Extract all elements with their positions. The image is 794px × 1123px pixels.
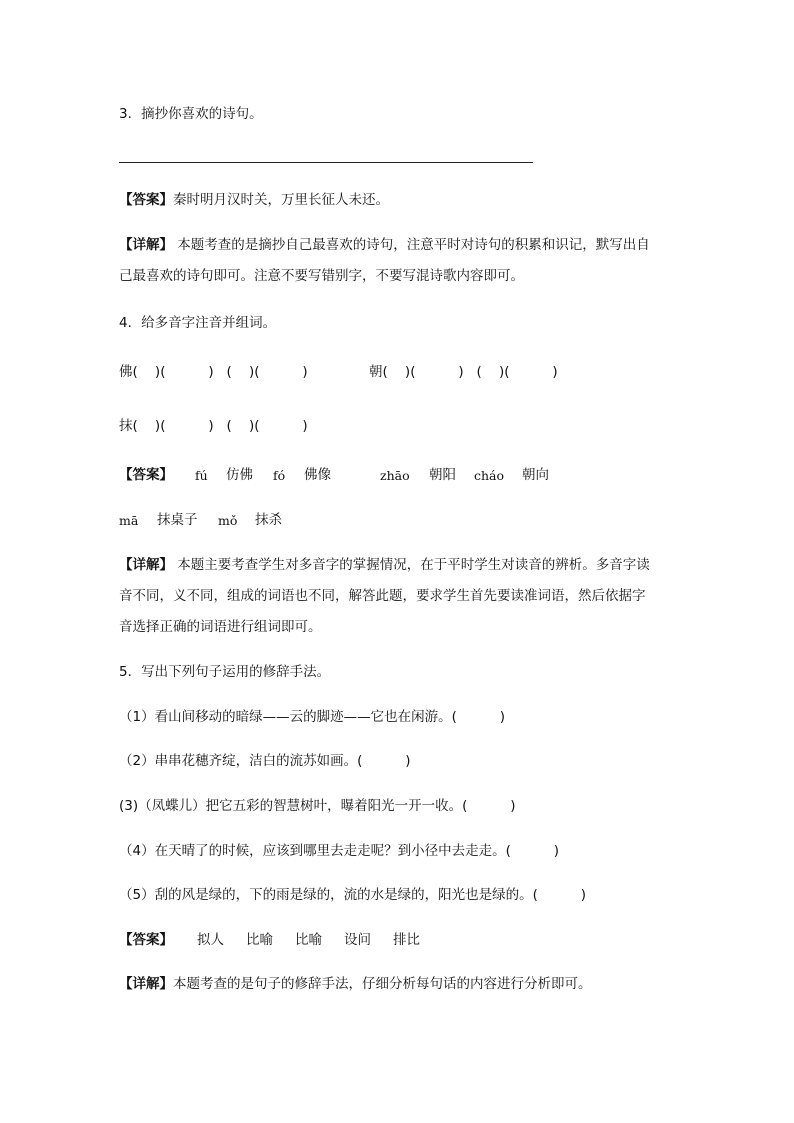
detail-tag: 【详解】: [119, 557, 173, 573]
q4-detail-line-2: 音不同，义不同，组成的词语也不同，解答此题，要求学生首先要读准词语，然后依据字: [119, 588, 646, 604]
q4-word-1: 仿佛: [226, 467, 253, 483]
q3-answer: [119, 190, 389, 210]
detail-tag: 【详解】: [119, 976, 173, 992]
q5-item-2: （2）串串花穗齐绽，洁白的流苏如画。( ): [119, 753, 411, 769]
q4-answer-line-1: [119, 465, 173, 485]
q4-detail-line-3: 音选择正确的词语进行组词即可。: [119, 619, 322, 635]
q4-pinyin-6: mǒ: [218, 513, 238, 528]
detail-tag: 【详解】: [119, 237, 173, 253]
q5-answer-5: 排比: [393, 932, 420, 948]
question-4: 4．给多音字注音并组词。: [119, 315, 277, 331]
q4-row-2: 抹( )( ) ( )( ): [119, 418, 308, 434]
q5-detail: [119, 974, 592, 994]
q4-word-4: 朝向: [522, 467, 549, 483]
question-3: 3．摘抄你喜欢的诗句。: [119, 106, 263, 122]
q3-answer-text: 秦时明月汉时关，万里长征人未还。: [173, 192, 389, 208]
q5-answer-4: 设问: [344, 932, 371, 948]
q4-pinyin-2: fó: [273, 468, 286, 483]
q4-row-1-right: 朝( )( ) ( )( ): [369, 364, 558, 380]
q4-word-5: 抹桌子: [157, 512, 198, 528]
q4-pinyin-1: fú: [195, 468, 208, 483]
question-5: 5．写出下列句子运用的修辞手法。: [119, 664, 331, 680]
q4-pinyin-5: mā: [119, 513, 139, 528]
q5-item-5: （5）刮的风是绿的，下的雨是绿的，流的水是绿的，阳光也是绿的。( ): [119, 887, 587, 903]
q4-pinyin-3: zhāo: [380, 468, 410, 483]
answer-tag: 【答案】: [119, 932, 173, 948]
q5-item-1: （1）看山间移动的暗绿——云的脚迹——它也在闲游。( ): [119, 709, 506, 725]
q4-word-3: 朝阳: [429, 467, 456, 483]
q4-detail-text-1: 本题主要考查学生对多音字的掌握情况，在于平时学生对读音的辨析。多音字读: [173, 557, 650, 573]
q5-detail-text: 本题考查的是句子的修辞手法，仔细分析每句话的内容进行分析即可。: [173, 976, 592, 992]
q5-answer-line: [119, 930, 173, 950]
answer-tag: 【答案】: [119, 467, 173, 483]
q5-item-3: (3)（凤蝶儿）把它五彩的智慧树叶，曝着阳光一开一收。( ): [119, 798, 516, 814]
q3-detail-line-1: [119, 235, 650, 255]
q5-item-4: （4）在天晴了的时候，应该到哪里去走走呢？到小径中去走走。( ): [119, 843, 560, 859]
q4-detail-line-1: [119, 555, 650, 575]
q5-answer-3: 比喻: [295, 932, 322, 948]
q4-pinyin-4: cháo: [474, 468, 505, 483]
q4-word-2: 佛像: [304, 467, 331, 483]
answer-blank-line: [119, 162, 533, 163]
q5-answer-2: 比喻: [246, 932, 273, 948]
answer-tag: 【答案】: [119, 192, 173, 208]
q3-detail-text-1: 本题考查的是摘抄自己最喜欢的诗句，注意平时对诗句的积累和识记，默写出自: [173, 237, 650, 253]
q5-answer-1: 拟人: [197, 932, 224, 948]
q4-word-6: 抹杀: [255, 512, 282, 528]
q3-detail-line-2: 己最喜欢的诗句即可。注意不要写错别字，不要写混诗歌内容即可。: [119, 268, 524, 284]
q4-row-1-left: 佛( )( ) ( )( ): [119, 364, 308, 380]
